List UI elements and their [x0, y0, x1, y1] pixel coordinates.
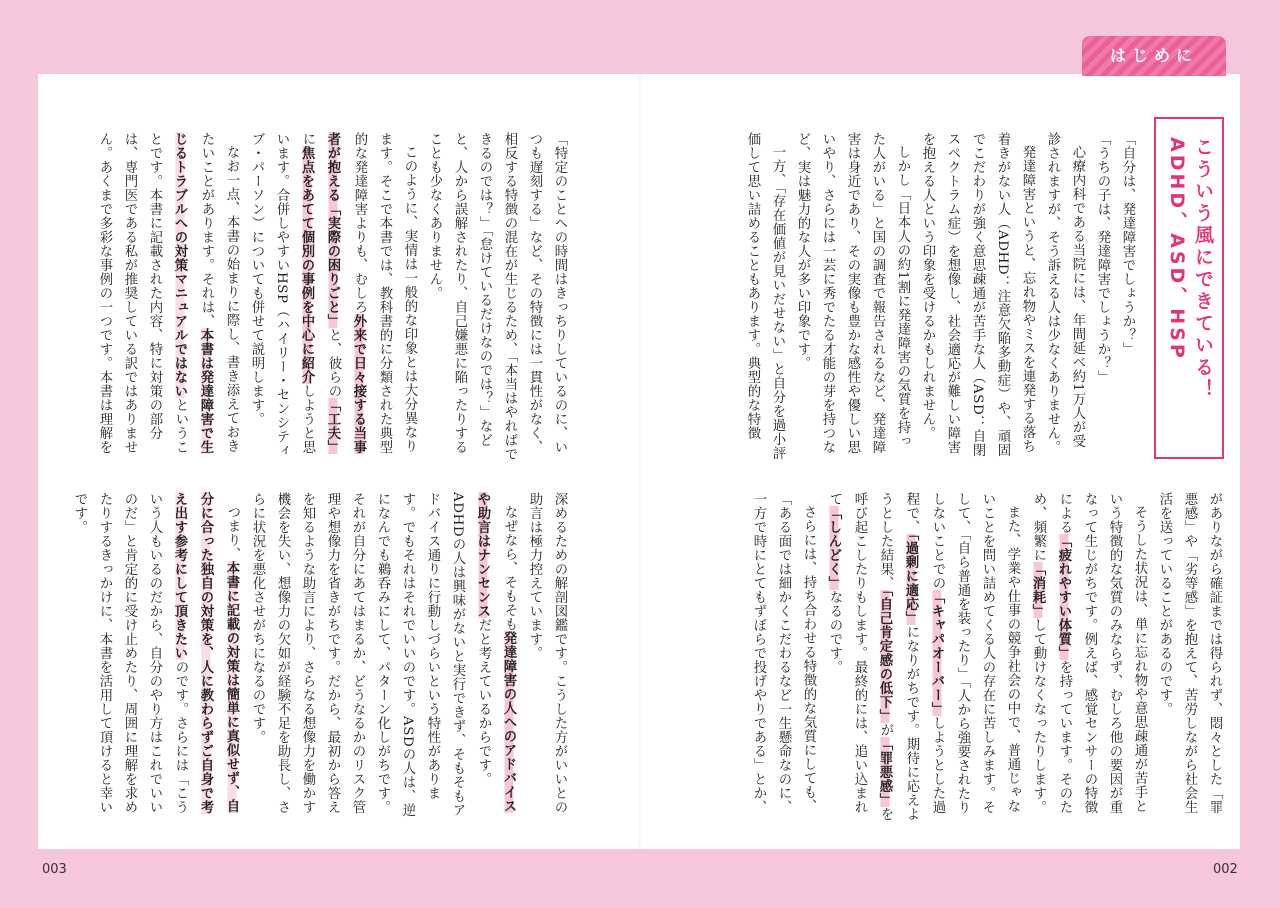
- text-run: ということです。本書に記載された内容、特に対策の部分は、専門医である私が推奨している訳ではありません。あくまで多彩な事例の一つです。本書は理解を: [97, 132, 188, 454]
- right-top-text: [715, 132, 1140, 462]
- text-run: なるのです。: [827, 590, 842, 674]
- text-run: と、彼らの: [326, 328, 341, 398]
- text-run: また、学業や仕事の競争社会の中で、普通じゃないことを問い詰めてくる人の存在に苦しみます。そして、「自ら普通を装ったり」「人から強要されたりしないことでの: [930, 492, 1020, 815]
- highlight: 「疲れやすい体質」: [1056, 534, 1072, 660]
- highlight: 外来で日々接する当事者が抱える「実際の困りごと」: [325, 132, 367, 454]
- text-run: に: [300, 132, 315, 146]
- text-run: になりがちです。期待に応えようとした結果、: [878, 492, 919, 822]
- paragraph: がありながら確証までは得られず、悶々とした「罪悪感」や「劣等感」を抱えて、苦労しながら社会生活を送っていることがあるのです。: [1157, 492, 1222, 814]
- paragraph: 「自分は、発達障害でしょうか？」: [1120, 132, 1135, 356]
- paragraph: しかし「日本人の約1割に発達障害の気質を持った人がいる」と国の調査で報告されるなど、発達障害は身近であり、その実像も豊かな感性や優しい思いやり、さらには一芸に秀でたる才能の芽を持つなど、実は魅力的な人が多い印象です。: [795, 132, 910, 454]
- text-run: そうした状況は、単に忘れ物や意思疎通が苦手という特徴的な気質のみならず、むしろ他の要因が重なって生じがちです。例えば、感覚センサーの特徴による: [1057, 492, 1147, 814]
- highlight: 「罪悪感」: [877, 737, 893, 808]
- text-run: だと考えているからです。ADHDの人は興味がないと実行できず、そもそもアドバイス通りに行動しづらいという特性があります。でもそれはそれでいいのです。ASDの人は、逆になんでも鵜呑みにして、パターン化しがちです。それが自分にあてはまるか、どうなるかのリスク管理や想像力を省きがちです。だから、最初から答えを知るような助言により、さらなる想像力を働かす機会を失い、想像力の欠如が経験不足を助長し、さらに状況を悪化させがちになるのです。: [250, 492, 491, 818]
- text-run: が: [878, 723, 893, 738]
- text-run: つまり、: [225, 505, 240, 562]
- text-run: しようとした過程で、: [904, 492, 945, 814]
- paragraph: 発達障害というと、忘れ物やミスを連発する落ち着きがない人（ADHD：注意欠陥多動症）や、頑固でこだわりが強く意思疎通が苦手な人（ASD：自閉スペクトラム症）を想像し、社会適応が難しい障害を抱える人という印象を受けるかもしれません。: [920, 132, 1035, 458]
- highlight: 「過剰に適応」: [903, 534, 919, 626]
- book-spine: [638, 74, 642, 849]
- paragraph: [821, 492, 1025, 822]
- page-number-left: 003: [42, 862, 67, 877]
- right-bottom-text: [715, 492, 1227, 822]
- paragraph: [244, 132, 422, 462]
- text-run: のです。さらには「こういう人もいるのだから、自分のやり方はこれでいいのだ」と肯定的に受け止めたり、周囲に理解を求めたりするきっかけに、本書を活用して頂けると幸いです。: [72, 492, 188, 814]
- highlight: 「キャパオーバー」: [929, 590, 945, 716]
- highlight: 発達障害の人へのアドバイスや助言はナンセンス: [475, 492, 517, 814]
- paragraph: さらには、持ち合わせる特徴的な気質にしても、「ある面では細かくこだわるなど一生懸命なのに、一方で時にとてもずぼらで投げやりである」とか、: [751, 492, 816, 814]
- text-run: して動けなくなったりします。: [1031, 618, 1046, 814]
- paragraph: 深めるための解剖図鑑です。こうした方がいいとの助言は極力控えています。: [527, 492, 567, 814]
- highlight: 「しんどく」: [826, 506, 842, 590]
- highlight: 本書は発達障害で生じるトラブルへの対策マニュアルではない: [172, 132, 214, 454]
- text-run: なお一点、本書の始まりに際し、書き添えておきたいことがあります。それは、: [199, 132, 239, 454]
- paragraph: [245, 492, 522, 822]
- heading-line-1: こういう風にできている！: [1192, 137, 1214, 401]
- highlight: 「自己肯定感の低下」: [877, 590, 893, 724]
- paragraph: 「うちの子は、発達障害でしょうか？」: [1095, 132, 1110, 384]
- text-run: このように、実情は一般的な印象とは大分異なります。そこで本書では、教科書的に分類された典型的な発達障害よりも、むしろ: [352, 132, 417, 454]
- page-number-right: 002: [1213, 862, 1238, 877]
- highlight: 本書に記載の対策は簡単に真似せず、自分に合った独自の対策を、人に教わらずご自身で考え出す参考にして頂きたい: [172, 492, 240, 814]
- section-tab: はじめに: [1082, 36, 1226, 76]
- highlight: 「工夫」: [325, 398, 341, 454]
- paragraph: [67, 492, 245, 822]
- paragraph: 「特定のことへの時間はきっちりしているのに、いつも遅刻する」など、その特徴には一貫性がなく、相反する特徴の混在が生じるため、「本当はやればできるのでは？」「怠けているだけなのでは？」などと、人から誤解されたり、自己嫌悪に陥ったりすることも少なくありません。: [427, 132, 567, 462]
- paragraph: [1025, 492, 1152, 822]
- text-run: なぜなら、そもそも: [502, 505, 517, 632]
- highlight: 焦点をあてて個別の事例を中心に紹介: [299, 146, 315, 384]
- text-run: を持っています。そのため、頻繁に: [1031, 492, 1072, 814]
- left-top-text: [60, 132, 572, 462]
- paragraph: [92, 132, 244, 462]
- left-bottom-text: [60, 492, 572, 822]
- chapter-heading: [1154, 117, 1224, 459]
- paragraph: 心療内科である当院には、年間延べ約1万人が受診されますが、そう訴える人は少なくありません。: [1045, 132, 1085, 454]
- highlight: 「消耗」: [1030, 562, 1046, 618]
- text-run: しようと思います。合併しやすいHSP（ハイリー・センシティブ・パーソン）についても併せて説明します。: [249, 132, 315, 458]
- heading-line-2: ADHD、ASD、HSP: [1166, 137, 1188, 361]
- paragraph: 一方、「存在価値が見いだせない」と自分を過小評価して思い詰めることもあります。典型的な特徴: [745, 132, 785, 461]
- text-run: を呼び起こしたりもします。最終的には、追い込まれて: [827, 492, 893, 822]
